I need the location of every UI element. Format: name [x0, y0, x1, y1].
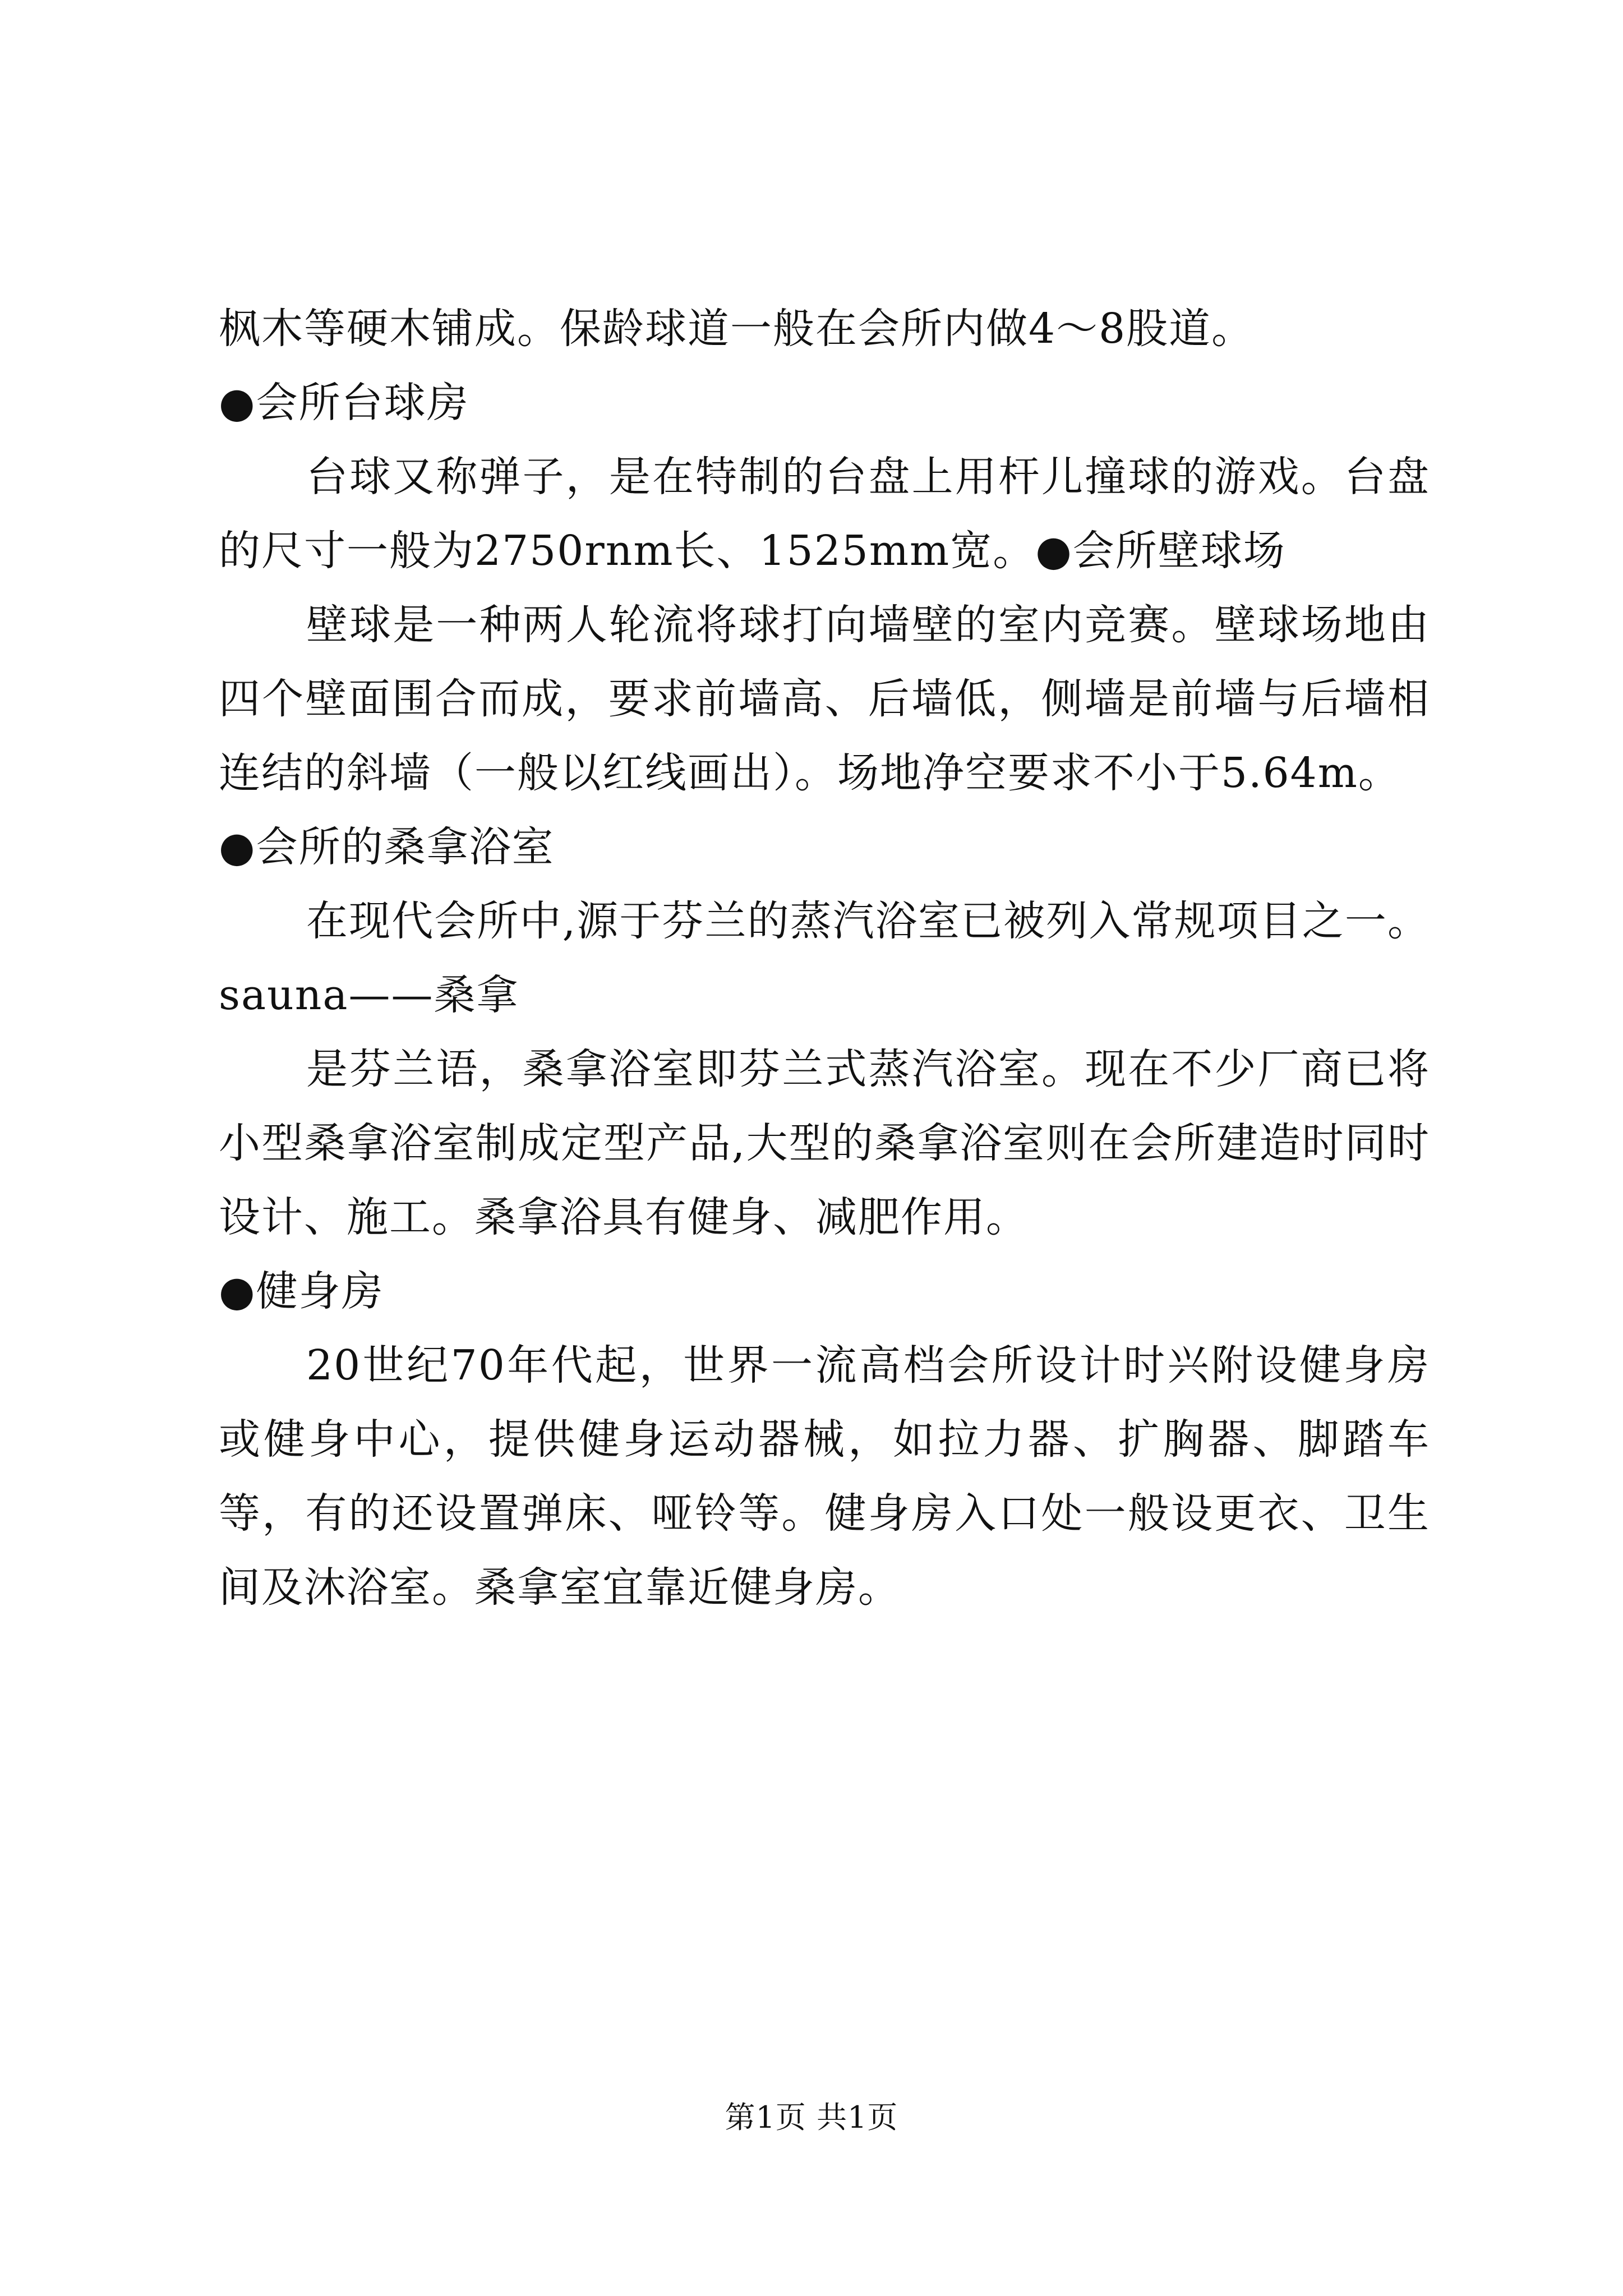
- heading-sauna-room: ●会所的桑拿浴室: [219, 823, 555, 871]
- paragraph-bowling-continuation: 枫木等硬木铺成。保龄球道一般在会所内做4～8股道。: [219, 305, 1255, 353]
- page-number-footer: 第1页 共1页: [725, 2100, 898, 2135]
- paragraph-gym: 20世纪70年代起，世界一流高档会所设计时兴附设健身房或健身中心，提供健身运动器械，如拉力器、扩胸器、脚踏车等，有的还设置弹床、哑铃等。健身房入口处一般设更衣、卫生间及沐浴室。桑拿室宜靠近健身房。: [219, 1341, 1430, 1612]
- paragraph-squash: 壁球是一种两人轮流将球打向墙壁的室内竞赛。壁球场地由四个壁面围合而成，要求前墙高、后墙低，侧墙是前墙与后墙相连结的斜墙（一般以红线画出）。场地净空要求不小于5.64m。: [219, 601, 1430, 797]
- paragraph-billiards: 台球又称弹子，是在特制的台盘上用杆儿撞球的游戏。台盘的尺寸一般为2750rnm长、1525mm宽。●会所壁球场: [219, 453, 1430, 575]
- paragraph-sauna-detail: 是芬兰语，桑拿浴室即芬兰式蒸汽浴室。现在不少厂商已将小型桑拿浴室制成定型产品,大型的桑拿浴室则在会所建造时同时设计、施工。桑拿浴具有健身、减肥作用。: [219, 1045, 1430, 1241]
- heading-billiards-room: ●会所台球房: [219, 379, 469, 427]
- heading-gym: ●健身房: [219, 1267, 384, 1315]
- document-body: [219, 292, 1430, 1625]
- paragraph-sauna-intro: 在现代会所中,源于芬兰的蒸汽浴室已被列入常规项目之一。sauna——桑拿: [219, 897, 1430, 1019]
